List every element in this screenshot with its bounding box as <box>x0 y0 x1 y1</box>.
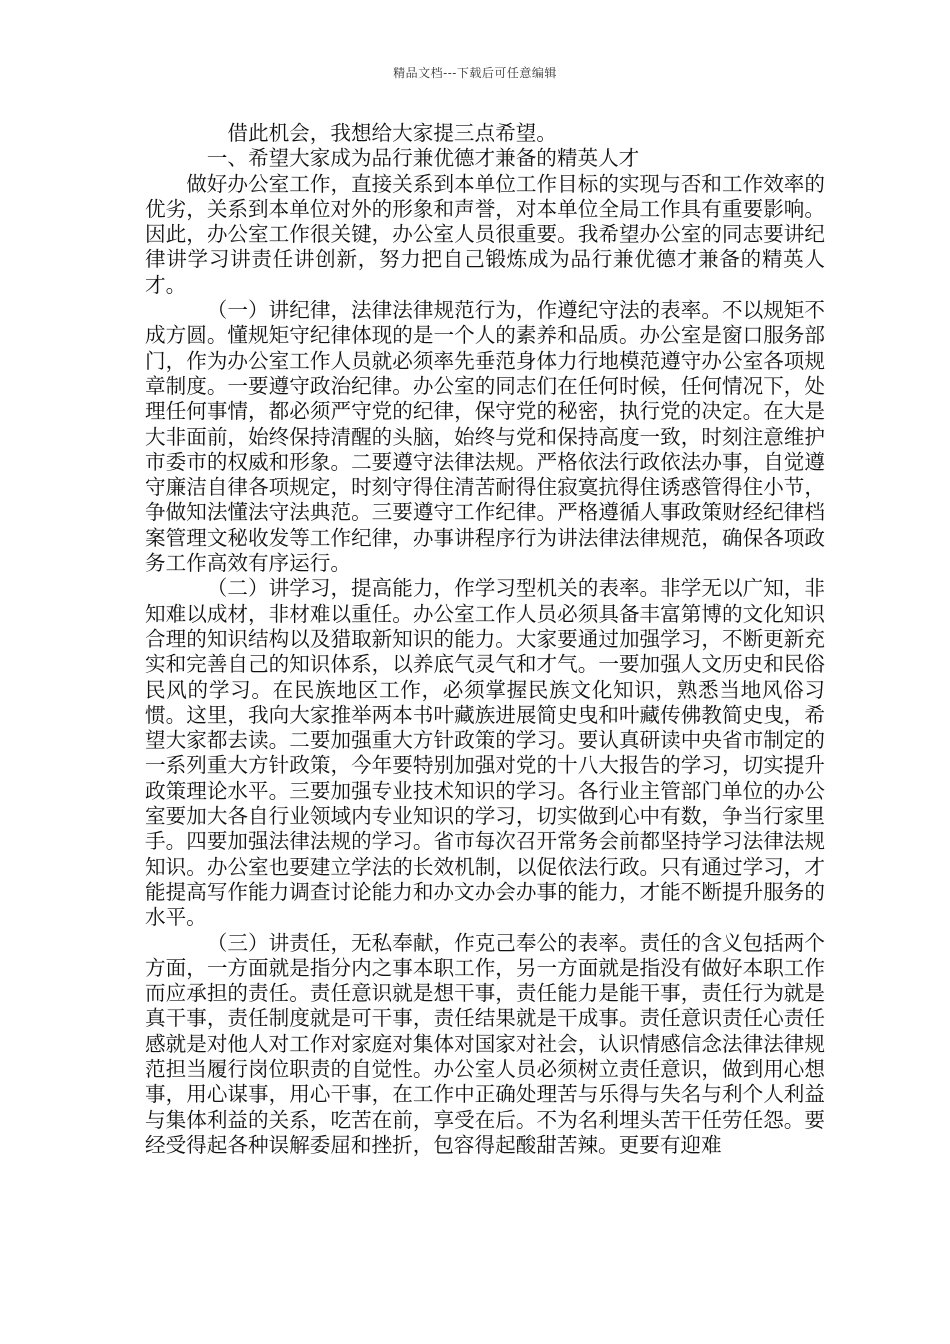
section-heading-1: 一、希望大家成为品行兼优德才兼备的精英人才 <box>206 146 640 171</box>
paragraph-responsibility: （三）讲责任，无私奉献，作克己奉公的表率。责任的含义包括两个方面，一方面就是指分内之事本职工作，另一方面就是指没有做好本职工作而应承担的责任。责任意识就是想干事，责任能力是能干事，责任行为就是真干事，责任制度就是可干事，责任结果就是干成事。责任意识责任心责任感就是对他人对工作对家庭对集体对国家对社会，认识情感信念法律法律规范担当履行岗位职责的自觉性。办公室人员必须树立责任意识，做到用心想事，用心谋事，用心干事，在工作中正确处理苦与乐得与失名与利个人利益与集体利益的关系，吃苦在前，享受在后。不为名利埋头苦干任劳任怨。要经受得起各种误解委屈和挫折，包容得起酸甜苦辣。更要有迎难 <box>145 930 825 1157</box>
page-header: 精品文档---下载后可任意编辑 <box>393 66 557 80</box>
paragraph-learning: （二）讲学习，提高能力，作学习型机关的表率。非学无以广知，非知难以成材，非材难以重任。办公室工作人员必须具备丰富第博的文化知识合理的知识结构以及猎取新知识的能力。大家要通过加强学习，不断更新充实和完善自己的知识体系，以养底气灵气和才气。一要加强人文历史和民俗民风的学习。在民族地区工作，必须掌握民族文化知识，熟悉当地风俗习惯。这里，我向大家推举两本书叶藏族进展简史曳和叶藏传佛教简史曳，希望大家都去读。二要加强重大方针政策的学习。要认真研读中央省市制定的一系列重大方针政策，今年要特别加强对党的十八大报告的学习，切实提升政策理论水平。三要加强专业技术知识的学习。各行业主管部门单位的办公室要加大各自行业领域内专业知识的学习，切实做到心中有数，争当行家里手。四要加强法律法规的学习。省市每次召开常务会前都坚持学习法律法规知识。办公室也要建立学法的长效机制，以促依法行政。只有通过学习，才能提高写作能力调查讨论能力和办文办会办事的能力，才能不断提升服务的水平。 <box>145 576 825 930</box>
document-body <box>145 121 825 1158</box>
paragraph-intro: 借此机会，我想给大家提三点希望。 <box>227 121 557 145</box>
paragraph-discipline: （一）讲纪律，法律法律规范行为，作遵纪守法的表率。不以规矩不成方圆。懂规矩守纪律体现的是一个人的素养和品质。办公室是窗口服务部门，作为办公室工作人员就必须率先垂范身体力行地模范遵守办公室各项规章制度。一要遵守政治纪律。办公室的同志们在任何时候，任何情况下，处理任何事情，都必须严守党的纪律，保守党的秘密，执行党的决定。在大是大非面前，始终保持清醒的头脑，始终与党和保持高度一致，时刻注意维护市委市的权威和形象。二要遵守法律法规。严格依法行政依法办事，自觉遵守廉洁自律各项规定，时刻守得住清苦耐得住寂寞抗得住诱惑管得住小节，争做知法懂法守法典范。三要遵守工作纪律。严格遵循人事政策财经纪律档案管理文秘收发等工作纪律，办事讲程序行为讲法律法律规范，确保各项政务工作高效有序运行。 <box>145 298 825 576</box>
paragraph-1: 做好办公室工作，直接关系到本单位工作目标的实现与否和工作效率的优劣，关系到本单位对外的形象和声誉，对本单位全局工作具有重要影响。因此，办公室工作很关键，办公室人员很重要。我希望办公室的同志要讲纪律讲学习讲责任讲创新，努力把自己锻炼成为品行兼优德才兼备的精英人才。 <box>145 171 825 297</box>
